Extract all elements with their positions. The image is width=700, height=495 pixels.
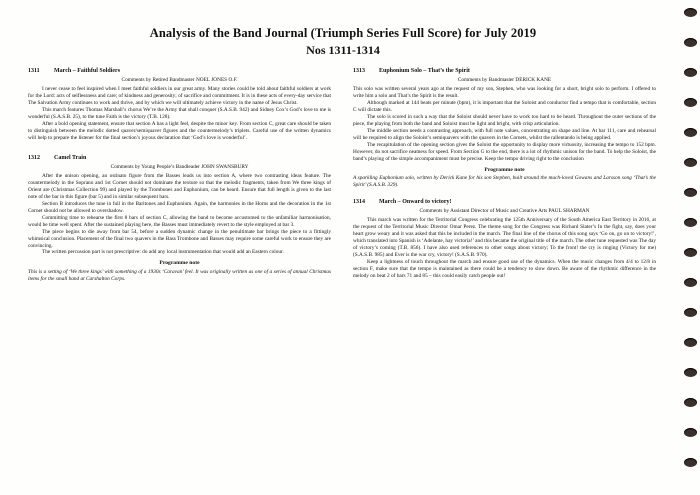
entry-paragraph: Keep a lightness of touch throughout the march and ensure good use of the dynamics. When the music changes from 4/4 to 12/8 in section F, make sure that the tempo is maintained as there could be a tendency to slow down. Be aware of the rhythmic difference in the melody on beat 2 of bars 71 and 85 – this could easily catch people out! [353, 258, 656, 279]
binding-hole [684, 278, 697, 287]
entry-1313 [353, 68, 656, 189]
entry-title: March – Onward to victory! [379, 199, 452, 206]
entry-title: Camel Train [54, 154, 87, 161]
binding-hole [684, 458, 697, 467]
entry-title: March – Faithful Soldiers [54, 68, 121, 74]
entry-number: 1313 [353, 68, 365, 74]
page-subtitle: Nos 1311-1314 [306, 43, 380, 57]
binding-hole [684, 248, 697, 257]
binding-hole [684, 98, 697, 107]
entry-paragraph: The recapitulation of the opening section gives the Soloist the opportunity to display more virtuosity, increasing the tempo to 152 bpm. However, do not sacrifice neatness for speed. From Section G to the end, there is a lot of rhythmic unison for the band. To help the Soloist, the band’s playing of the simple accompaniment must be precise. Keep the tempo driving right to the conclusion [353, 141, 656, 162]
entry-title: Euphonium Solo – That’s the Spirit [379, 68, 470, 74]
entry-paragraph: This march was written for the Territorial Congress celebrating the 125th Anniversary of the South America East Territory in 2016, at the request of the Territorial Music Director Omar Perez. The theme song for the Congress was Richard Slater’s In the fight, say, does your heart grow weary and it was asked that this be included in the march. The final line of the chorus of this song says ‘Go on, go on to victory!’, which translated into Spanish is ‘Adelante, hay victoria!’ and this became the original title of the march. The other tune requested was The day of victory’s coming (T.B. 856). I have also used references to other songs about victory; To the front! the cry is ringing (Victory for me) (S.A.S.B. 985) and Ever is the war cry, victory! (S.A.S.B. 970). [353, 216, 656, 258]
binding-hole [684, 158, 697, 167]
entry-paragraph: Committing time to rehearse the first 8 bars of section C, allowing the band to become accustomed to the unfamiliar harmonisation, would be time well spent. After the sustained playing here, the Basses must immediately revert to the style employed at bar 3. [28, 214, 331, 228]
entry-byline: Comments by Bandmaster DERICK KANE [457, 76, 552, 83]
binding-hole [684, 428, 697, 437]
entry-paragraph: The piece begins to die away from bar 54, before a sudden dynamic change in the penultimate bar brings the piece to a fittingly whimsical conclusion. Placement of the final two quavers in the Bass Trombone and Basses may require some careful work to ensure they are convincing. [28, 228, 331, 249]
programme-note-text: A sparkling Euphonium solo, written by Derick Kane for his son Stephen, built around the much-loved Gowans and Larsson song ‘That’s the Spirit’ (S.A.S.B. 329). [353, 175, 656, 189]
entry-1311 [28, 68, 331, 142]
binding-hole [684, 308, 697, 317]
binding-hole [684, 38, 697, 47]
entry-paragraph: Section B introduces the tune in full in the Baritones and Euphonium. Again, the harmonies in the Horns and the decoration in the 1st Cornet should not be allowed to overshadow. [28, 200, 331, 214]
entry-heading [353, 199, 656, 207]
column-right [353, 68, 656, 290]
entry-number: 1312 [28, 154, 40, 161]
programme-note-heading: Programme note [484, 166, 525, 173]
column-left [28, 68, 331, 290]
spiral-binding [678, 0, 700, 495]
entry-byline: Comments by Young People’s Bandleader JOHN SWANSBURY [110, 163, 249, 170]
entry-paragraph: The written percussion part is not prescriptive: do add any local instrumentation that would add an Eastern colour. [42, 249, 284, 256]
entry-1312 [28, 155, 331, 283]
entry-paragraph: This solo was written several years ago at the request of my son, Stephen, who was looking for a short, bright solo to perform. I offered to write him a solo and That’s the Spirit is the result. [353, 85, 656, 99]
page-title: Analysis of the Band Journal (Triumph Series Full Score) for July 2019 [149, 26, 537, 40]
entry-1314 [353, 199, 656, 280]
binding-hole [684, 218, 697, 227]
entry-byline: Comments by Retired Bandmaster NOEL JONES O.F. [121, 76, 238, 83]
two-column-body [28, 68, 658, 290]
binding-hole [684, 128, 697, 137]
entry-paragraph: The middle section needs a contrasting approach, with full note values, concentrating on shape and line. At bar 111, care and rehearsal will be required to align the Soloist’s semiquavers with the quavers in the Cornets, whilst the rallentando is being applied. [353, 127, 656, 141]
entry-heading [28, 68, 331, 76]
entry-paragraph: After the unison opening, an ostinato figure from the Basses leads us into section A, where two contrasting ideas feature. The countermelody in the Soprano and 1st Cornet should not dominate the texture so that the melodic fragments, taken from We three kings of Orient are (Christmas Collection 99) and played by the Trombones and Euphonium, can be heard. Ensure that full length is given to the last note of the bar in this figure (bar 5) and in similar subsequent bars. [28, 172, 331, 200]
entry-paragraph: Although marked at 144 beats per minute (bpm), it is important that the Soloist and conductor find a tempo that is comfortable, section C will dictate this. [353, 99, 656, 113]
programme-note-heading: Programme note [159, 260, 200, 267]
entry-heading [353, 68, 656, 76]
entry-byline: Comments by Assistant Director of Music and Creative Arts PAUL SHARMAN [419, 207, 590, 214]
binding-hole [684, 398, 697, 407]
entry-number: 1314 [353, 199, 365, 206]
binding-hole [684, 68, 697, 77]
binding-hole [684, 338, 697, 347]
binding-hole [684, 8, 697, 17]
binding-hole [684, 368, 697, 377]
entry-paragraph: After a bold opening statement, ensure that section A has a light feel, despite the minor key. From section C, great care should be taken to distinguish between the melodic dotted quaver/semiquaver figures and the countermelody’s triplets. Careful use of the written dynamics will help to prepare the listener for the final section’s joyous declaration that ‘God’s love is wonderful’. [28, 120, 331, 141]
entry-number: 1311 [28, 68, 40, 74]
entry-heading [28, 155, 331, 163]
entry-paragraph: This march features Thomas Marshall’s chorus We’re the Army that shall conquer (S.A.S.B. 942) and Sidney Cox’s God’s love to me is wonderful (S.A.S.B. 25), to the tune Faith is the victory (T.B. 128). [28, 106, 331, 120]
entry-paragraph: I never cease to feel inspired when I meet faithful soldiers in our great army. Many stories could be told about faithful soldiers at work for the Lord: acts of selflessness and care; of kindness and generosity; of sacrifice and commitment. It is in these acts of every-day service that The Salvation Army continues to work and thrive, and by which we will ultimately achieve victory in the name of Jesus Christ. [28, 85, 331, 106]
entry-paragraph: The solo is scored in such a way that the Soloist should never have to work too hard to be heard. Throughout the outer sections of the piece, the playing from both the band and Soloist must be light and bright, with crisp articulation. [353, 113, 656, 127]
binding-hole [684, 188, 697, 197]
programme-note-text: This is a setting of ‘We three kings’ with something of a 1930s ‘Caravan’ feel. It was originally written as one of a series of annual Christmas items for the small band at Carshalton Corps. [28, 268, 331, 282]
